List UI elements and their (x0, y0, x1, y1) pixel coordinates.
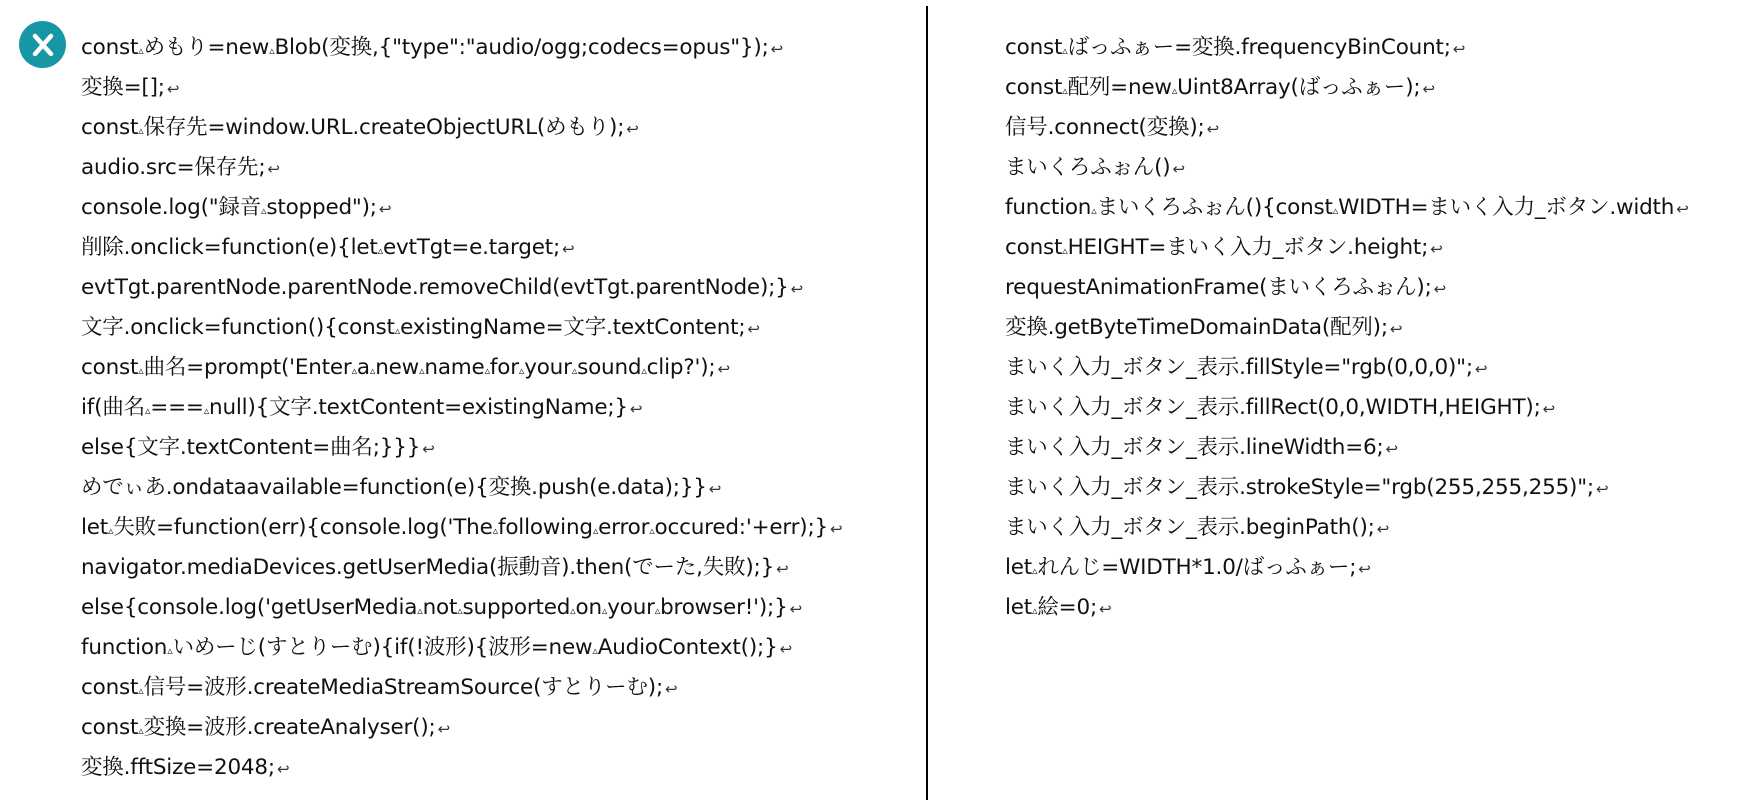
space-marker: ▵ (138, 44, 144, 57)
code-line: 文字.onclick=function(){const▵existingName=文字.textContent; ↩ (81, 315, 760, 340)
return-marker-icon: ↩ (1474, 360, 1488, 378)
close-button[interactable] (19, 21, 66, 68)
code-line: まいく入力_ボタン_表示.lineWidth=6; ↩ (1005, 435, 1398, 460)
return-marker-icon: ↩ (1430, 240, 1443, 258)
space-marker: ▵ (1062, 44, 1068, 57)
return-marker-icon: ↩ (776, 560, 789, 578)
return-marker-icon: ↩ (422, 440, 435, 458)
code-line: 信号.connect(変換); ↩ (1005, 115, 1219, 140)
return-marker-icon: ↩ (789, 600, 802, 618)
space-marker: ▵ (649, 524, 655, 537)
space-marker: ▵ (492, 524, 498, 537)
code-line: let▵れんじ=WIDTH*1.0/ばっふぁー; ↩ (1005, 555, 1371, 580)
code-line: const▵変換=波形.createAnalyser(); ↩ (81, 715, 450, 740)
code-line: まいくろふぉん() ↩ (1005, 155, 1185, 180)
code-line: const▵HEIGHT=まいく入力_ボタン.height; ↩ (1005, 235, 1443, 260)
return-marker-icon: ↩ (717, 360, 730, 378)
code-line: まいく入力_ボタン_表示.beginPath(); ↩ (1005, 515, 1390, 540)
space-marker: ▵ (419, 364, 425, 377)
return-marker-icon: ↩ (166, 80, 180, 98)
code-line: else{console.log('getUserMedia▵not▵supported▵on▵your▵browser!');} ↩ (81, 595, 802, 620)
return-marker-icon: ↩ (1385, 440, 1398, 458)
space-marker: ▵ (394, 324, 401, 337)
code-line: let▵失敗=function(err){console.log('The▵following▵error▵occured:'+err);} ↩ (81, 515, 843, 540)
return-marker-icon: ↩ (1376, 520, 1390, 538)
space-marker: ▵ (138, 724, 144, 737)
code-column-right (1005, 28, 1738, 628)
return-marker-icon: ↩ (770, 40, 784, 58)
space-marker: ▵ (351, 364, 357, 377)
space-marker: ▵ (167, 644, 173, 657)
return-marker-icon: ↩ (626, 120, 639, 138)
column-divider (926, 6, 928, 800)
space-marker: ▵ (269, 44, 275, 57)
code-column-left (81, 28, 916, 788)
space-marker: ▵ (1032, 604, 1038, 617)
code-line: const▵めもり=new▵Blob(変換,{"type":"audio/ogg;codecs=opus"}); ↩ (81, 35, 784, 60)
code-line: function▵まいくろふぉん(){const▵WIDTH=まいく入力_ボタン.width ↩ (1005, 195, 1689, 220)
return-marker-icon: ↩ (1172, 160, 1185, 178)
code-line: まいく入力_ボタン_表示.strokeStyle="rgb(255,255,255)"; ↩ (1005, 475, 1609, 500)
code-line: 削除.onclick=function(e){let▵evtTgt=e.target; ↩ (81, 235, 575, 260)
code-line: まいく入力_ボタン_表示.fillStyle="rgb(0,0,0)"; ↩ (1005, 355, 1488, 380)
return-marker-icon: ↩ (1595, 480, 1609, 498)
return-marker-icon: ↩ (779, 640, 792, 658)
return-marker-icon: ↩ (437, 720, 450, 738)
space-marker: ▵ (138, 364, 144, 377)
return-marker-icon: ↩ (562, 240, 575, 258)
code-line: evtTgt.parentNode.parentNode.removeChild(evtTgt.parentNode);} ↩ (81, 275, 804, 300)
code-line: requestAnimationFrame(まいくろふぉん); ↩ (1005, 275, 1447, 300)
code-line: const▵信号=波形.createMediaStreamSource(すとりーむ); ↩ (81, 675, 678, 700)
return-marker-icon: ↩ (708, 480, 722, 498)
space-marker: ▵ (1032, 564, 1038, 577)
return-marker-icon: ↩ (267, 160, 280, 178)
space-marker: ▵ (203, 404, 210, 417)
return-marker-icon: ↩ (1358, 560, 1371, 578)
space-marker: ▵ (592, 524, 599, 537)
code-line: navigator.mediaDevices.getUserMedia(振動音).then(でーた,失敗);} ↩ (81, 555, 789, 580)
code-line: 変換=[]; ↩ (81, 75, 180, 100)
space-marker: ▵ (144, 404, 151, 417)
space-marker: ▵ (369, 364, 376, 377)
code-line: const▵ばっふぁー=変換.frequencyBinCount; ↩ (1005, 35, 1466, 60)
return-marker-icon: ↩ (378, 200, 392, 218)
space-marker: ▵ (1062, 84, 1068, 97)
code-line: audio.src=保存先; ↩ (81, 155, 280, 180)
code-line: 変換.getByteTimeDomainData(配列); ↩ (1005, 315, 1403, 340)
return-marker-icon: ↩ (1099, 600, 1112, 618)
code-line: const▵保存先=window.URL.createObjectURL(めもり); ↩ (81, 115, 639, 140)
return-marker-icon: ↩ (629, 400, 643, 418)
code-line: console.log("録音▵stopped"); ↩ (81, 195, 392, 220)
space-marker: ▵ (570, 604, 576, 617)
space-marker: ▵ (592, 644, 598, 657)
code-line: まいく入力_ボタン_表示.fillRect(0,0,WIDTH,HEIGHT); ↩ (1005, 395, 1556, 420)
space-marker: ▵ (138, 684, 144, 697)
space-marker: ▵ (1171, 84, 1178, 97)
code-line: if(曲名▵===▵null){文字.textContent=existingName;} ↩ (81, 395, 643, 420)
space-marker: ▵ (377, 244, 383, 257)
return-marker-icon: ↩ (1389, 320, 1403, 338)
return-marker-icon: ↩ (1433, 280, 1447, 298)
return-marker-icon: ↩ (1206, 120, 1219, 138)
code-line: const▵曲名=prompt('Enter▵a▵new▵name▵for▵your▵sound▵clip?'); ↩ (81, 355, 730, 380)
close-icon (28, 30, 58, 60)
space-marker: ▵ (138, 124, 144, 137)
return-marker-icon: ↩ (747, 320, 760, 338)
code-line: めでぃあ.ondataavailable=function(e){変換.push(e.data);}} ↩ (81, 475, 722, 500)
return-marker-icon: ↩ (1452, 40, 1466, 58)
space-marker: ▵ (1062, 244, 1068, 257)
return-marker-icon: ↩ (1542, 400, 1556, 418)
space-marker: ▵ (457, 604, 463, 617)
code-line: function▵いめーじ(すとりーむ){if(!波形){波形=new▵AudioContext();} ↩ (81, 635, 792, 660)
return-marker-icon: ↩ (790, 280, 804, 298)
space-marker: ▵ (601, 604, 608, 617)
code-line: let▵絵=0; ↩ (1005, 595, 1112, 620)
space-marker: ▵ (1332, 204, 1339, 217)
return-marker-icon: ↩ (665, 680, 678, 698)
return-marker-icon: ↩ (1422, 80, 1435, 98)
code-line: const▵配列=new▵Uint8Array(ばっふぁー); ↩ (1005, 75, 1435, 100)
code-line: else{文字.textContent=曲名;}}} ↩ (81, 435, 435, 460)
space-marker: ▵ (654, 604, 661, 617)
return-marker-icon: ↩ (276, 760, 290, 778)
space-marker: ▵ (108, 524, 114, 537)
space-marker: ▵ (641, 364, 647, 377)
return-marker-icon: ↩ (830, 520, 843, 538)
code-line: 変換.fftSize=2048; ↩ (81, 755, 290, 780)
space-marker: ▵ (518, 364, 525, 377)
return-marker-icon: ↩ (1676, 200, 1689, 218)
space-marker: ▵ (571, 364, 578, 377)
space-marker: ▵ (1091, 204, 1097, 217)
space-marker: ▵ (261, 204, 267, 217)
space-marker: ▵ (417, 604, 423, 617)
space-marker: ▵ (484, 364, 490, 377)
